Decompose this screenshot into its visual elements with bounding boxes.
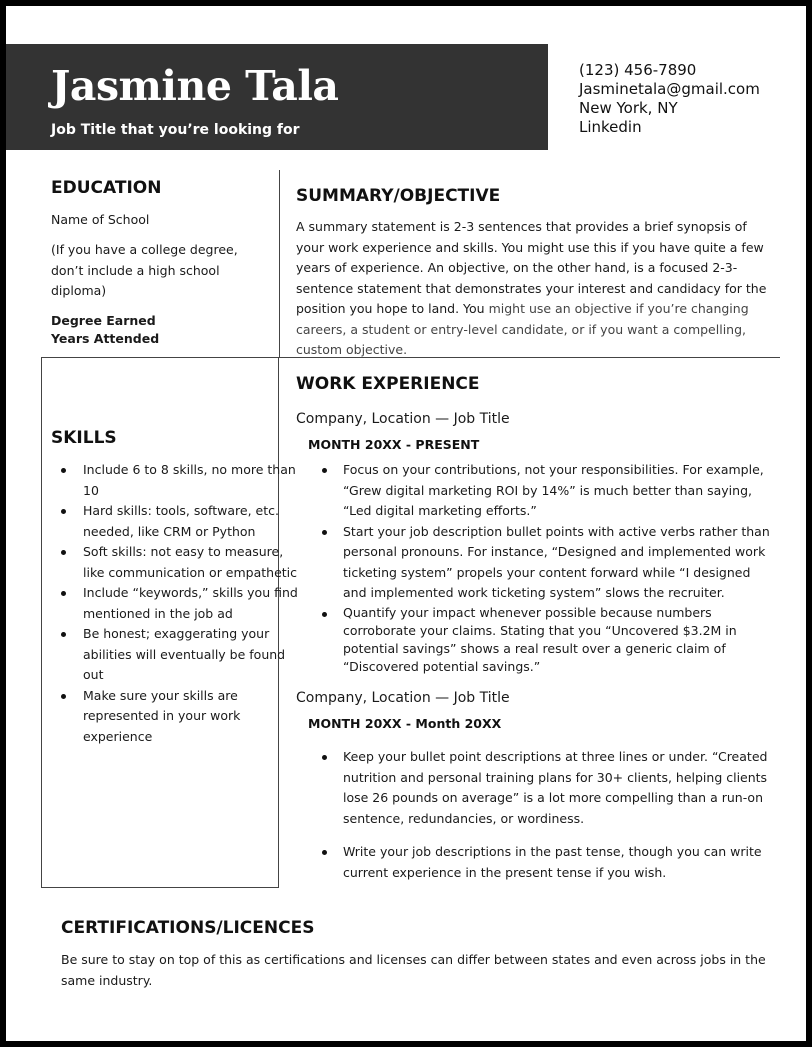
skill-item: Be honest; exaggerating your abilities will eventually be found out [83, 624, 301, 686]
skill-item: Soft skills: not easy to measure, like communication or empathetic [83, 542, 301, 583]
skill-item: Hard skills: tools, software, etc. needed, like CRM or Python [83, 501, 301, 542]
resume-page [6, 6, 806, 1041]
skill-item: Make sure your skills are represented in your work experience [83, 686, 301, 748]
summary-heading: SUMMARY/OBJECTIVE [296, 186, 501, 206]
job-dates-2: MONTH 20XX - Month 20XX [308, 716, 502, 731]
contact-phone: (123) 456-7890 [579, 61, 697, 79]
header-banner [6, 44, 548, 150]
education-note: (If you have a college degree, don’t include a high school diploma) [51, 242, 238, 298]
years-attended: Years Attended [51, 330, 160, 346]
job-bullet: Quantify your impact whenever possible because numbers corroborate your claims. Stating that you “Uncovered $3.2M in potential savings” shows a real result over a generic claim of “Discovered potential savings.” [343, 604, 775, 676]
job-bullet: Focus on your contributions, not your responsibilities. For example, “Grew digital marketing ROI by 14%” is much better than saying, “Led digital marketing efforts.” [343, 460, 775, 522]
job-bullet: Keep your bullet point descriptions at three lines or under. “Created nutrition and personal training plans for 30+ clients, helping clients lose 26 pounds on average” is a lot more compelling than a run-on sentence, redundancies, or wordiness. [343, 747, 775, 829]
contact-info [579, 61, 760, 137]
contact-email: Jasminetala@gmail.com [579, 80, 760, 98]
column-divider [279, 170, 280, 358]
certifications-text: Be sure to stay on top of this as certifications and licenses can differ between states and even across jobs in the same industry. [61, 952, 766, 988]
summary-text-main: A summary statement is 2-3 sentences that provides a brief synopsis of your work experience and skills. You might use this if you have quite a few years of experience. An objective, on the other hand, is a focused 2-3-sentence statement that demonstrates your interest and candidacy for the position you hope to land. You [296, 219, 767, 316]
job-bullets-1 [343, 460, 775, 676]
candidate-name: Jasmine Tala [51, 62, 339, 110]
job-dates-1: MONTH 20XX - PRESENT [308, 437, 480, 452]
summary-text [296, 217, 778, 361]
summary-text-muted: might use an objective if you’re changing careers, a student or entry-level candidate, or if you want a compelling, custom objective. [296, 301, 749, 357]
skills-heading: SKILLS [51, 428, 117, 448]
degree-earned: Degree Earned [51, 312, 156, 328]
skill-item: Include 6 to 8 skills, no more than 10 [83, 460, 301, 501]
job-bullets-2 [343, 747, 775, 883]
contact-linkedin: Linkedin [579, 118, 642, 136]
education-section [51, 210, 271, 348]
school-name: Name of School [51, 212, 150, 227]
skill-item: Include “keywords,” skills you find mentioned in the job ad [83, 583, 301, 624]
target-job-title: Job Title that you’re looking for [51, 122, 300, 138]
certifications-heading: CERTIFICATIONS/LICENCES [61, 918, 315, 938]
education-heading: EDUCATION [51, 178, 162, 198]
job-company-2: Company, Location — Job Title [296, 690, 510, 706]
skills-list [51, 460, 301, 747]
work-experience-heading: WORK EXPERIENCE [296, 374, 480, 394]
job-company-1: Company, Location — Job Title [296, 411, 510, 427]
job-bullet: Write your job descriptions in the past tense, though you can write current experience in the present tense if you wish. [343, 842, 775, 883]
contact-location: New York, NY [579, 99, 678, 117]
job-bullet: Start your job description bullet points with active verbs rather than personal pronouns. For instance, “Designed and implemented work ticketing system” propels your content forward while “I designed and implemented work ticketing system” slows the recruiter. [343, 522, 775, 604]
